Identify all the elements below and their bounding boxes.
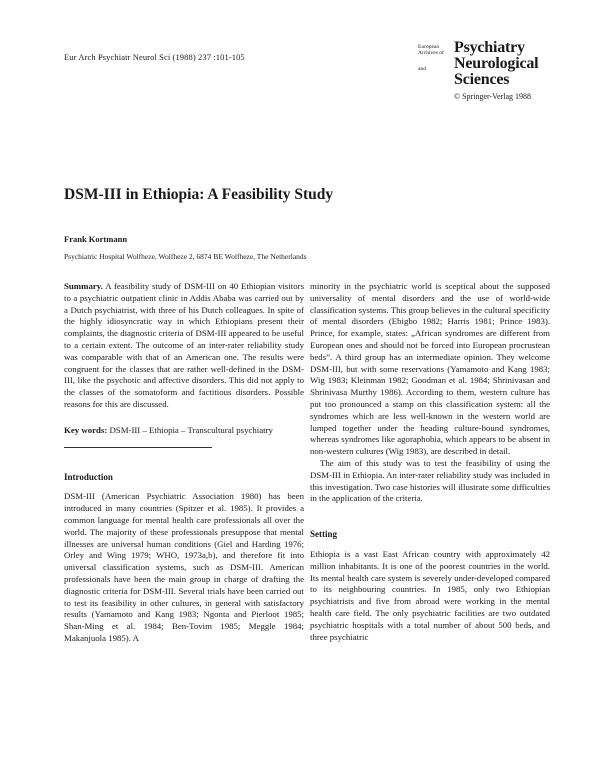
left-column: [64, 281, 304, 645]
introduction-heading: Introduction: [64, 471, 113, 482]
publisher-copyright: © Springer-Verlag 1988: [454, 92, 532, 101]
author-affiliation: Psychiatric Hospital Wolfheze, Wolfheze 2, 6874 BE Wolfheze, The Netherlands: [64, 252, 307, 261]
intro-continued-paragraph: minority in the psychiatric world is sceptical about the supposed universality of mental disorders and the use of world-wide classification systems. This group believes in the cultural specificity of mental disorders (Ebigbo 1982; Harris 1981; Prince 1983). Prince, for example, states: „African syndromes are different from European ones and should not be forced into European procrustean beds”. A third group has an intermediate opinion. They welcome DSM-III, but with some reservations (Yamamoto and Kang 1983; Wig 1983; Kleinman 1982; Goodman et al. 1984; Shrinivasan and Shrinivasa Murthy 1986). According to them, western culture has put too pronounced a stamp on this classification system: all the syndromes which are less well-known in the western world are lumped together under the heading culture-bound syndromes, whereas syndromes like agoraphobia, which appears to be absent in non-western cultures (Wig 1983), are described in detail.: [310, 281, 550, 457]
journal-logo-prefix: European Archives of: [418, 44, 444, 56]
journal-logo-sciences: Sciences: [454, 71, 510, 88]
summary-label: Summary.: [64, 281, 103, 291]
article-author: Frank Kortmann: [64, 234, 128, 244]
keywords-paragraph: [64, 425, 304, 437]
summary-text: A feasibility study of DSM-III on 40 Ethiopian visitors to a psychiatric outpatient clinic in Addis Ababa was carried out by a Dutch psychiatrist, with three of his Dutch colleagues. In spite of the highly idiosyncratic way in which Ethiopians present their complaints, the diagnostic criteria of DSM-III appeared to be useful to a certain extent. The outcome of an inter-rater reliability study was comparable with that of an American one. The results were congruent for the classes that are rather well-defined in the DSM-III, like the psychotic and affective disorders. This did not apply to the classes of the somatoform and factitious disorders. Possible reasons for this are discussed.: [64, 281, 304, 409]
study-aim-paragraph: The aim of this study was to test the feasibility of using the DSM-III in Ethiopia. An inter-rater reliability study was included in this investigation. Two case histories will illustrate some difficulties in the application of the criteria.: [310, 457, 550, 504]
journal-logo-and: and: [418, 66, 426, 72]
journal-logo-neurological: Neurological: [454, 55, 539, 72]
introduction-text: DSM-III (American Psychiatric Association 1980) has been introduced in many countries (Spitzer et al. 1985). It provides a common language for mental health care professionals all over the world. The majority of these professionals presuppose that mental illnesses are universal human conditions (Giel and Harding 1976; Orley and Wing 1979; WHO, 1973a,b), and therefore fit into universal classification systems, such as DSM-III. American professionals have been the main group in charge of drafting the diagnostic criteria for DSM-III. Several trials have been carried out to test its feasibility in other cultures, in general with satisfactory results (Yamamoto and Kang 1983; Ngonta and Pierloot 1985; Shan-Ming et al. 1984; Ben-Tovim 1985; Meggle 1984; Makanjuola 1985). A: [64, 491, 304, 643]
setting-heading: Setting: [310, 529, 337, 540]
right-column: [310, 281, 550, 643]
keywords-text: DSM-III – Ethiopia – Transcultural psychiatry: [107, 424, 273, 435]
journal-logo-psychiatry: Psychiatry: [454, 39, 525, 56]
summary-paragraph: [64, 281, 304, 411]
setting-text: Ethiopia is a vast East African country with approximately 42 million inhabitants. It is one of the poorest countries in the world. Its mental health care system is severely under-developed compared to its neighbouring countries. In 1985, only two Ethiopian psychiatrists and five from abroad were working in the mental health care field. The only psychiatric facilities are two outdated psychiatric hospitals with a total number of about 500 beds, and three psychiatric: [310, 548, 550, 642]
journal-logo: [418, 40, 568, 101]
keywords-label: Key words:: [64, 424, 108, 435]
article-title: DSM-III in Ethiopia: A Feasibility Study: [64, 186, 334, 203]
journal-citation: Eur Arch Psychiatr Neurol Sci (1988) 237 :101-105: [64, 52, 245, 62]
